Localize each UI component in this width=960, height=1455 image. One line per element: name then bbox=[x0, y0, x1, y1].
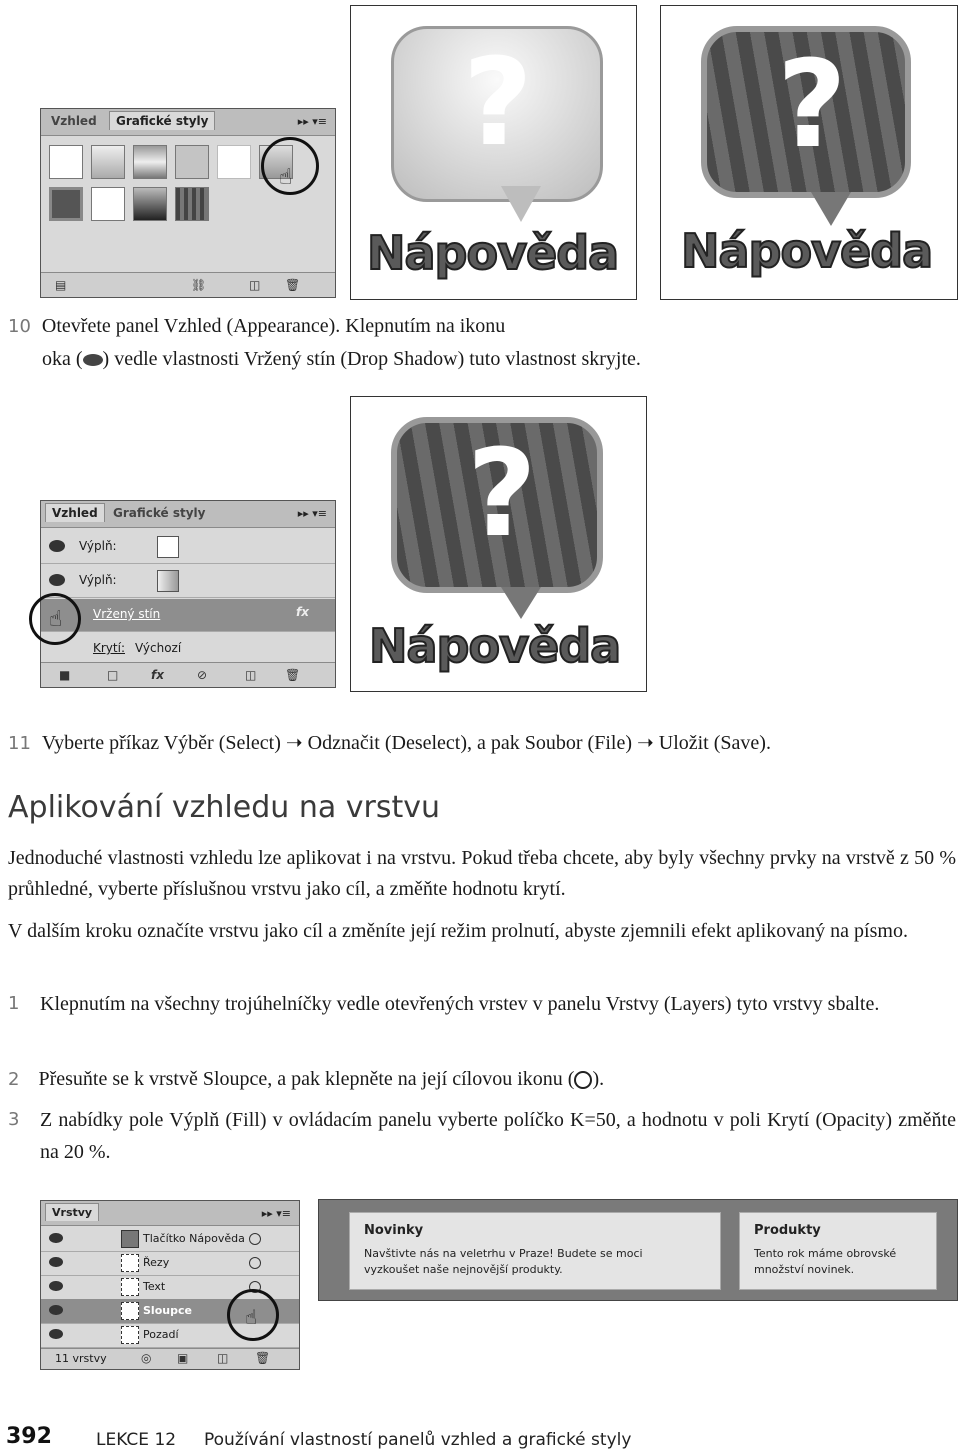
web-preview bbox=[318, 1199, 958, 1301]
hand-cursor-icon: ☝ bbox=[245, 1305, 258, 1329]
step-text-c: Uložit (Save). bbox=[653, 732, 771, 754]
row-label: Výplň: bbox=[79, 573, 117, 587]
products-text-2: množství novinek. bbox=[754, 1263, 855, 1276]
fx-icon[interactable]: fx bbox=[151, 668, 164, 682]
row-label: Vržený stín bbox=[93, 607, 161, 621]
step-11 bbox=[8, 728, 956, 759]
question-mark: ? bbox=[777, 36, 847, 175]
napoveda-text: Nápověda bbox=[681, 224, 933, 278]
eye-icon[interactable] bbox=[49, 1257, 63, 1267]
fill-icon[interactable]: □ bbox=[107, 668, 119, 682]
layer-name: Text bbox=[143, 1280, 166, 1293]
eye-icon bbox=[83, 354, 103, 366]
fill-swatch[interactable] bbox=[157, 570, 179, 592]
appearance-row-fill-2[interactable] bbox=[41, 565, 335, 598]
delete-icon[interactable]: 🗑 bbox=[255, 1351, 271, 1365]
style-swatch-10[interactable] bbox=[175, 187, 209, 221]
news-text-2: vyzkoušet naše nejnovější produkty. bbox=[364, 1263, 563, 1276]
bubble-tail bbox=[811, 192, 851, 226]
news-text-1: Navštivte nás na veletrhu v Praze! Budete se moci bbox=[364, 1247, 643, 1260]
panel-menu-icon[interactable]: ▸▸ ▾≡ bbox=[297, 507, 327, 520]
step-number: 3 bbox=[8, 1109, 20, 1130]
eye-icon[interactable] bbox=[49, 574, 65, 586]
tab-vzhled[interactable]: Vzhled bbox=[51, 114, 97, 128]
bubble-tail bbox=[501, 186, 541, 222]
layer-thumb bbox=[121, 1326, 139, 1344]
eye-icon[interactable] bbox=[49, 1281, 63, 1291]
step-10 bbox=[8, 310, 956, 375]
arrow-icon: ➝ bbox=[285, 732, 303, 754]
products-box bbox=[739, 1212, 937, 1290]
layer-name: Řezy bbox=[143, 1256, 170, 1269]
target-circle-icon bbox=[574, 1071, 592, 1089]
library-icon[interactable]: ▤ bbox=[55, 278, 67, 292]
panel-footer bbox=[41, 662, 335, 687]
arrow-icon: ➝ bbox=[636, 732, 654, 754]
style-swatch-4[interactable] bbox=[175, 145, 209, 179]
delete-icon[interactable]: 🗑 bbox=[285, 668, 301, 682]
panel-menu-icon[interactable]: ▸▸ ▾≡ bbox=[261, 1207, 291, 1220]
layer-name: Pozadí bbox=[143, 1328, 179, 1341]
step-text-a: Vyberte příkaz Výběr (Select) bbox=[41, 732, 286, 754]
clear-icon[interactable]: ⊘ bbox=[197, 668, 208, 682]
step-number: 2 bbox=[8, 1069, 20, 1090]
step-number: 11 bbox=[8, 733, 31, 754]
style-swatch-default[interactable] bbox=[49, 145, 83, 179]
layer-row[interactable] bbox=[41, 1227, 299, 1252]
hand-cursor-icon: ☝ bbox=[279, 165, 293, 190]
eye-icon[interactable] bbox=[49, 540, 65, 552]
style-swatch-8[interactable] bbox=[91, 187, 125, 221]
hand-cursor-icon: ☝ bbox=[49, 607, 63, 632]
clip-icon[interactable]: ▣ bbox=[177, 1351, 189, 1365]
eye-icon[interactable] bbox=[49, 1305, 63, 1315]
step-text-line1: Otevřete panel Vzhled (Appearance). Klepnutím na ikonu bbox=[41, 315, 506, 337]
panel-tab-bar bbox=[41, 109, 335, 136]
section-paragraph-1: Jednoduché vlastnosti vzhledu lze aplikovat i na vrstvu. Pokud třeba chcete, aby byly všechny prvky na vrstvě z 50 % průhledné, vyberte příslušnou vrstvu jako cíl, a změňte hodnotu krytí. bbox=[8, 847, 956, 900]
style-swatch-2[interactable] bbox=[91, 145, 125, 179]
eye-icon[interactable] bbox=[49, 1233, 63, 1243]
panel-menu-icon[interactable]: ▸▸ ▾≡ bbox=[297, 115, 327, 128]
panel-footer bbox=[41, 1348, 299, 1369]
row-label: Výplň: bbox=[79, 539, 117, 553]
layer-row[interactable] bbox=[41, 1251, 299, 1276]
appearance-panel bbox=[40, 500, 336, 688]
tab-vzhled[interactable]: Vzhled bbox=[45, 503, 105, 522]
step-number: 1 bbox=[8, 993, 20, 1014]
napoveda-text: Nápověda bbox=[367, 226, 619, 280]
page-number: 392 bbox=[6, 1424, 52, 1449]
panel-footer bbox=[41, 272, 335, 297]
bubble-tail bbox=[501, 587, 541, 619]
layer-thumb bbox=[121, 1278, 139, 1296]
break-link-icon[interactable]: ⛓ bbox=[191, 278, 207, 292]
stroke-icon[interactable]: ■ bbox=[59, 668, 71, 682]
help-button-image-1 bbox=[350, 5, 637, 300]
news-title: Novinky bbox=[364, 1223, 424, 1238]
lesson-title: Používání vlastností panelů vzhled a grafické styly bbox=[204, 1430, 632, 1450]
locate-icon[interactable]: ◎ bbox=[141, 1351, 152, 1365]
step-2 bbox=[8, 1063, 956, 1096]
section-heading: Aplikování vzhledu na vrstvu bbox=[8, 790, 440, 825]
panel-tab-bar bbox=[41, 501, 335, 528]
help-button-image-2 bbox=[660, 5, 958, 300]
graphic-styles-panel bbox=[40, 108, 336, 298]
question-mark: ? bbox=[463, 34, 533, 173]
news-box bbox=[349, 1212, 721, 1290]
step-text-b: ). bbox=[592, 1068, 605, 1090]
step-text-a: Přesuňte se k vrstvě Sloupce, a pak klepněte na její cílovou ikonu ( bbox=[38, 1068, 575, 1090]
appearance-row-fill-1[interactable] bbox=[41, 531, 335, 564]
layer-name: Tlačítko Nápověda bbox=[143, 1232, 245, 1245]
target-icon[interactable] bbox=[249, 1257, 261, 1269]
appearance-row-opacity[interactable] bbox=[41, 633, 335, 665]
layer-thumb bbox=[121, 1254, 139, 1272]
new-layer-icon[interactable]: ◫ bbox=[217, 1351, 229, 1365]
panel-tab-bar bbox=[41, 1201, 299, 1226]
products-title: Produkty bbox=[754, 1223, 821, 1238]
target-icon[interactable] bbox=[249, 1233, 261, 1245]
question-mark: ? bbox=[467, 425, 537, 564]
step-text-line2b: ) vedle vlastnosti Vržený stín (Drop Shadow) tuto vlastnost skryjte. bbox=[102, 348, 641, 370]
opacity-label: Krytí: bbox=[93, 641, 125, 655]
products-text-1: Tento rok máme obrovské bbox=[754, 1247, 897, 1260]
appearance-row-drop-shadow[interactable] bbox=[41, 599, 335, 632]
style-swatch-9[interactable] bbox=[133, 187, 167, 221]
step-1 bbox=[8, 988, 956, 1020]
delete-icon[interactable]: 🗑 bbox=[285, 278, 301, 292]
step-text: Klepnutím na všechny trojúhelníčky vedle otevřených vrstev v panelu Vrstvy (Layers) tyto vrstvy sbalte. bbox=[40, 993, 880, 1015]
step-text-b: Odznačit (Deselect), a pak Soubor (File) bbox=[302, 732, 637, 754]
lesson-label: LEKCE 12 bbox=[96, 1430, 177, 1450]
layer-name: Sloupce bbox=[143, 1304, 192, 1317]
new-style-icon[interactable]: ◫ bbox=[249, 278, 261, 292]
section-paragraph-2: V dalším kroku označíte vrstvu jako cíl a změníte její režim prolnutí, abyste zjemnili efekt aplikovaný na písmo. bbox=[8, 920, 908, 942]
style-swatch-5[interactable] bbox=[217, 145, 251, 179]
fill-swatch[interactable] bbox=[157, 536, 179, 558]
layer-thumb bbox=[121, 1302, 139, 1320]
duplicate-icon[interactable]: ◫ bbox=[245, 668, 257, 682]
style-swatch-7[interactable] bbox=[49, 187, 83, 221]
layers-panel bbox=[40, 1200, 300, 1370]
step-text-line2a: oka ( bbox=[42, 348, 83, 370]
tab-vrstvy[interactable]: Vrstvy bbox=[45, 1203, 99, 1221]
help-button-image-3 bbox=[350, 396, 647, 692]
opacity-value: Výchozí bbox=[135, 641, 182, 655]
layer-thumb bbox=[121, 1230, 139, 1248]
layer-count: 11 vrstvy bbox=[55, 1352, 107, 1365]
style-swatch-3[interactable] bbox=[133, 145, 167, 179]
tab-graficke-styly[interactable]: Grafické styly bbox=[113, 506, 206, 520]
fx-label: fx bbox=[296, 605, 309, 619]
tab-graficke-styly[interactable]: Grafické styly bbox=[109, 111, 215, 130]
eye-icon[interactable] bbox=[49, 1329, 63, 1339]
step-text: Z nabídky pole Výplň (Fill) v ovládacím panelu vyberte políčko K=50, a hodnotu v poli Krytí (Opacity) změňte na 20 %. bbox=[40, 1109, 956, 1163]
step-number: 10 bbox=[8, 316, 31, 337]
step-3 bbox=[8, 1104, 956, 1168]
napoveda-text: Nápověda bbox=[369, 619, 621, 673]
